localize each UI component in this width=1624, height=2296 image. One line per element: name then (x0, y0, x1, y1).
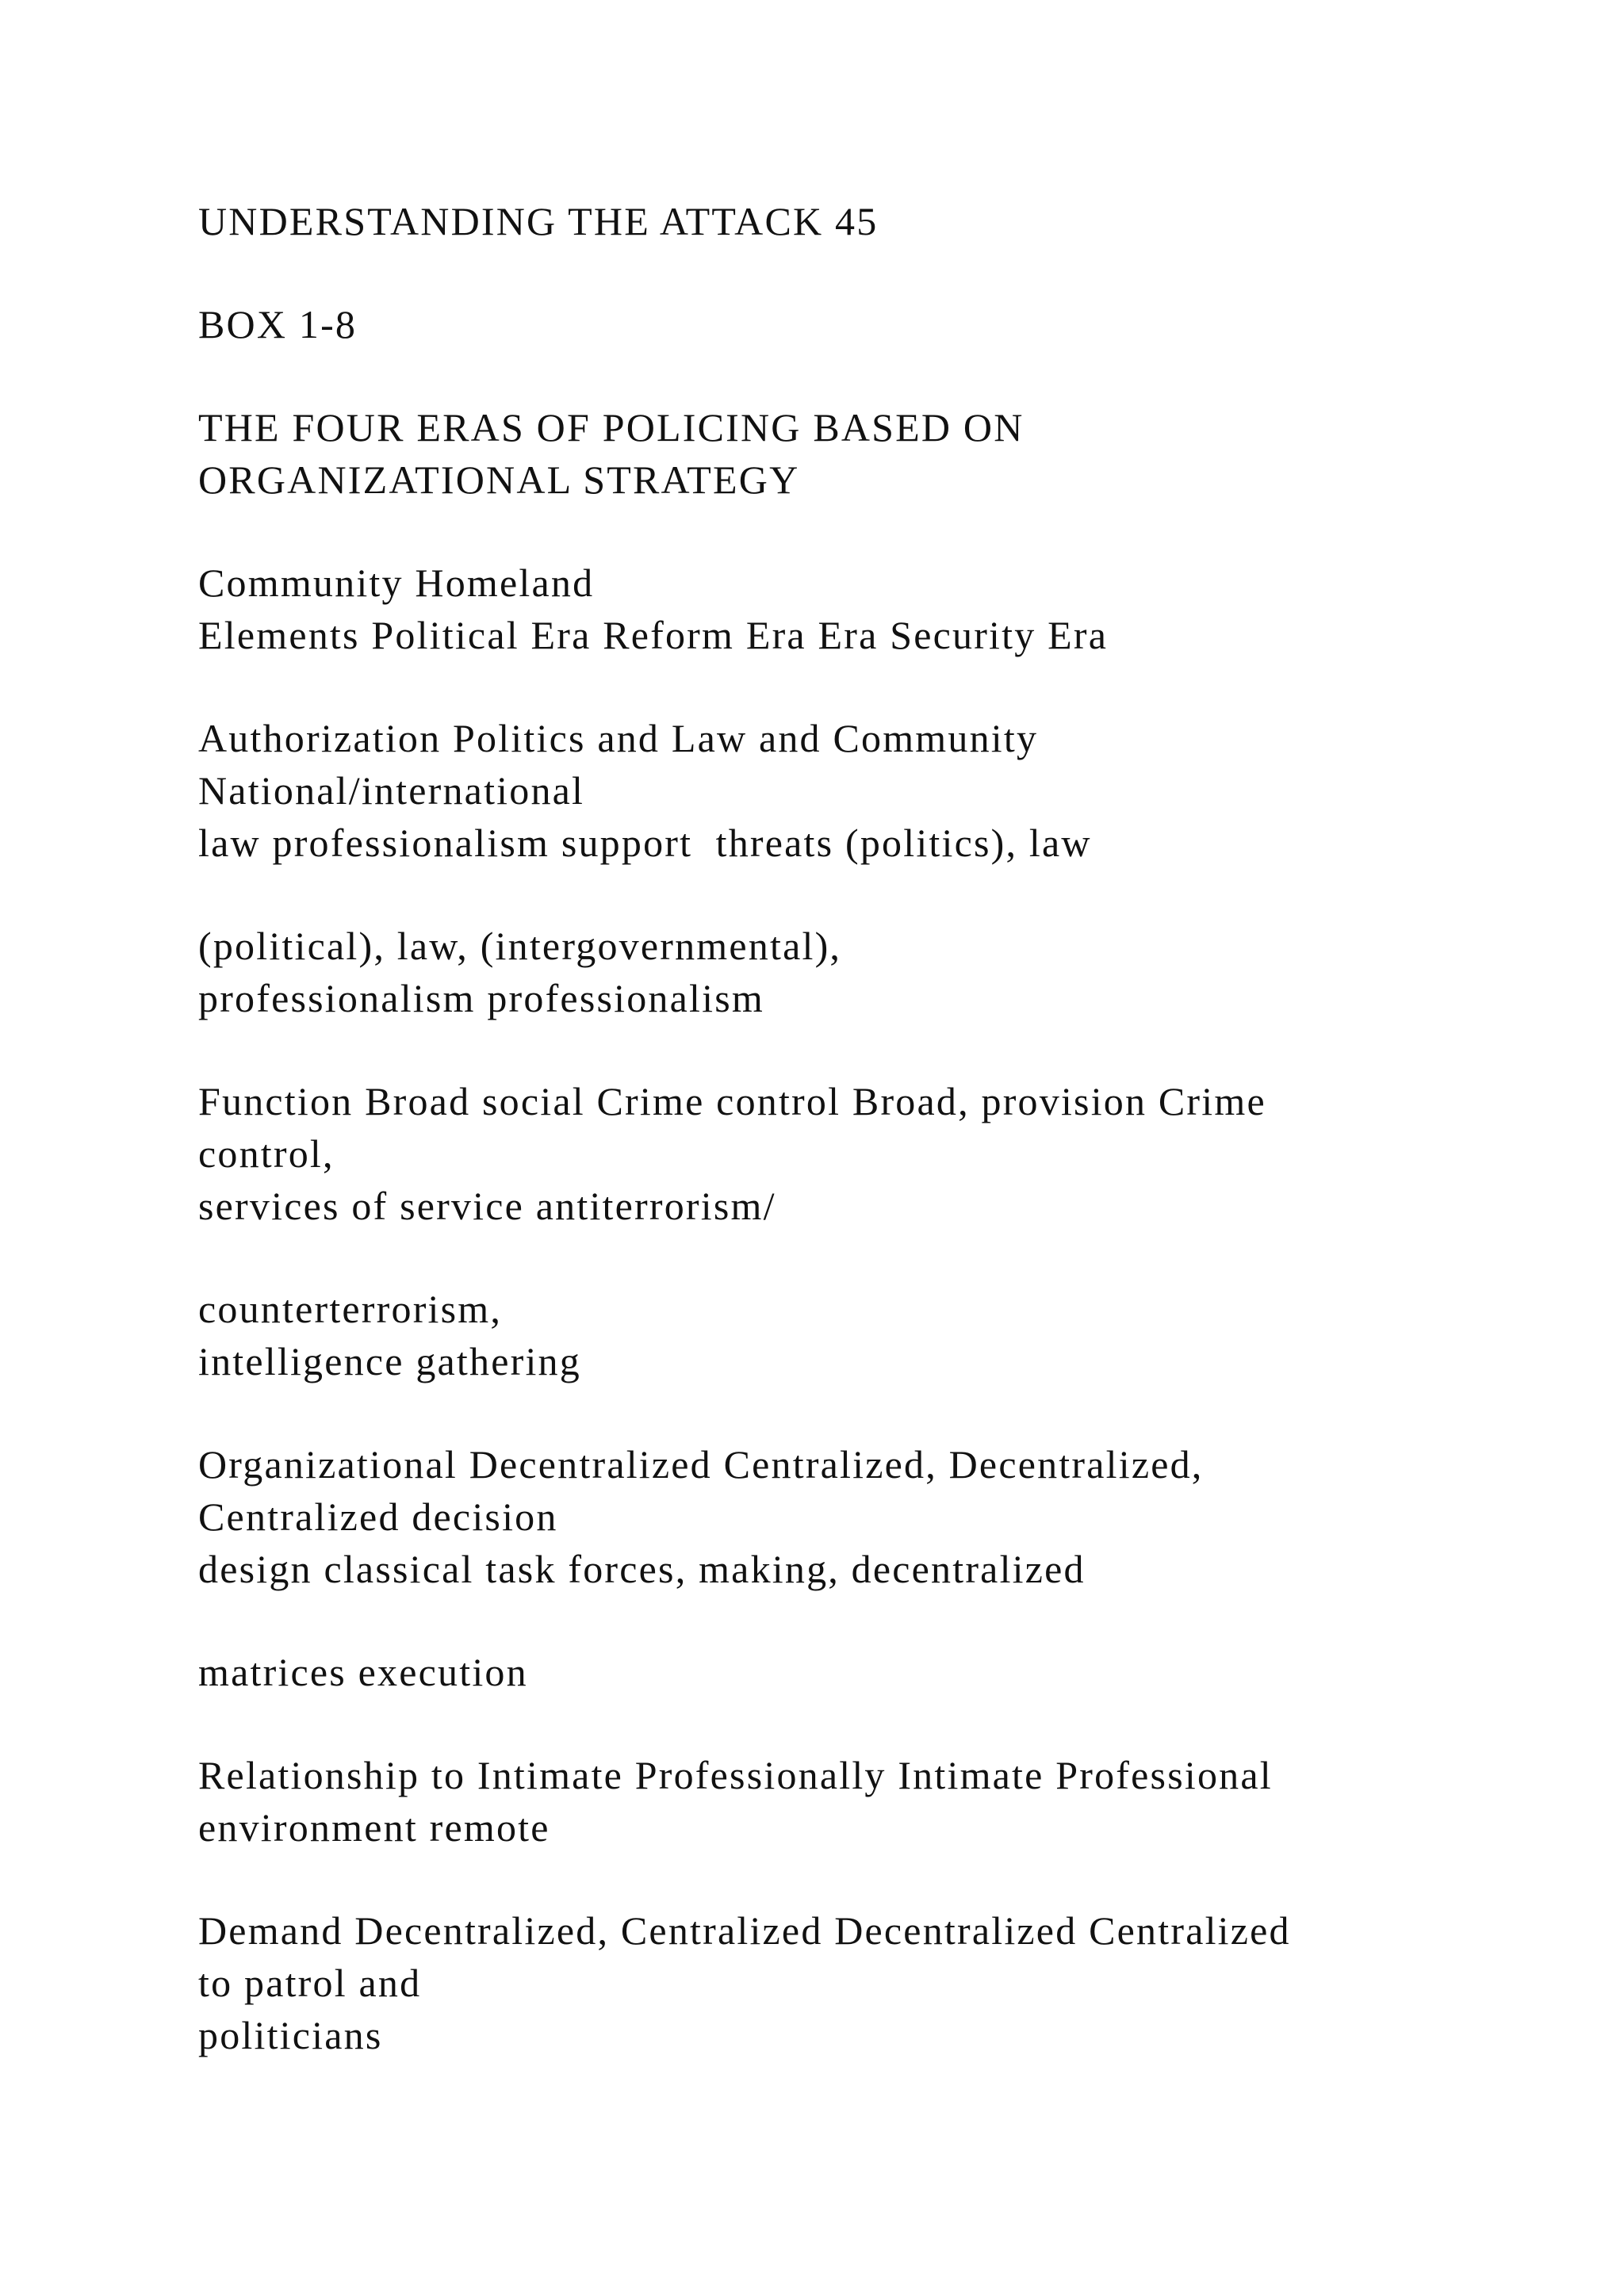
org-design-row (198, 1438, 1507, 1595)
table-header-line: Elements Political Era Reform Era Era Security Era (198, 613, 1109, 657)
authorization-line: law professionalism support threats (politics), law (198, 821, 1092, 865)
box-label (198, 298, 1507, 350)
relationship-row (198, 1749, 1507, 1854)
org-design-row-continued (198, 1646, 1507, 1698)
running-head (198, 195, 1507, 247)
function-row (198, 1075, 1507, 1232)
authorization-row-continued (198, 920, 1507, 1024)
running-head-text: UNDERSTANDING THE ATTACK 45 (198, 199, 879, 243)
authorization-row (198, 712, 1507, 869)
org-design-line: Organizational Decentralized Centralized, Decentralized, (198, 1442, 1204, 1487)
function-line: services of service antiterrorism/ (198, 1184, 776, 1228)
relationship-line: environment remote (198, 1805, 550, 1850)
document-body (198, 195, 1507, 2112)
authorization-cont-line: (political), law, (intergovernmental), (198, 924, 842, 968)
org-design-cont-line: matrices execution (198, 1650, 528, 1694)
function-row-continued (198, 1283, 1507, 1387)
relationship-line: Relationship to Intimate Professionally Intimate Professional (198, 1753, 1273, 1797)
demand-row (198, 1904, 1507, 2061)
authorization-line: National/international (198, 768, 585, 813)
box-title (198, 401, 1507, 506)
function-cont-line: intelligence gathering (198, 1339, 581, 1383)
table-header-line: Community Homeland (198, 561, 595, 605)
authorization-line: Authorization Politics and Law and Community (198, 716, 1039, 760)
table-header-rows (198, 557, 1507, 661)
demand-line: Demand Decentralized, Centralized Decentralized Centralized (198, 1908, 1291, 1953)
box-label-text: BOX 1-8 (198, 302, 358, 346)
function-cont-line: counterterrorism, (198, 1287, 503, 1331)
box-title-line: ORGANIZATIONAL STRATEGY (198, 457, 800, 502)
demand-line: to patrol and (198, 1961, 422, 2005)
org-design-line: design classical task forces, making, decentralized (198, 1547, 1086, 1591)
box-title-line: THE FOUR ERAS OF POLICING BASED ON (198, 405, 1025, 450)
demand-line: politicians (198, 2013, 383, 2057)
function-line: control, (198, 1131, 335, 1176)
function-line: Function Broad social Crime control Broad, provision Crime (198, 1079, 1266, 1123)
authorization-cont-line: professionalism professionalism (198, 976, 764, 1020)
org-design-line: Centralized decision (198, 1494, 558, 1539)
